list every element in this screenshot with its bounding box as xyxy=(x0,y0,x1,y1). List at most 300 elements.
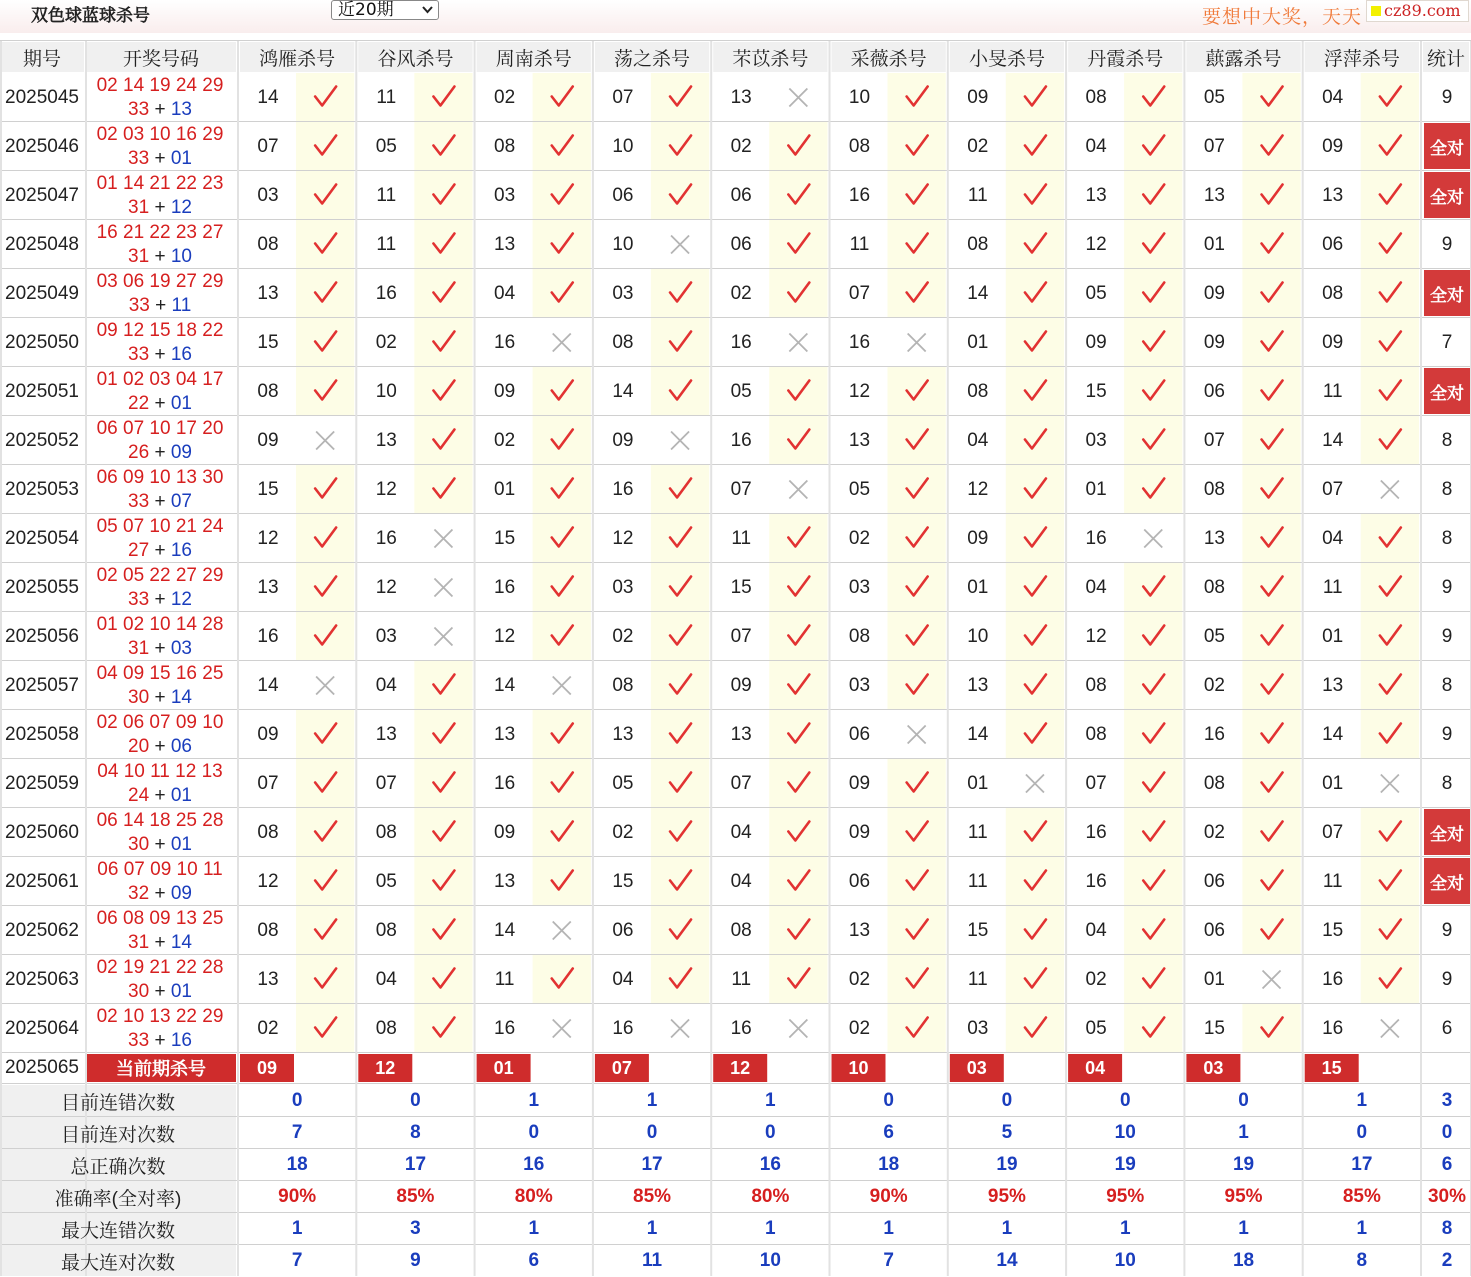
stat-value: 1 xyxy=(528,1090,540,1111)
red-ball: 04 xyxy=(175,369,197,390)
hit-cell-bg xyxy=(1361,906,1419,954)
plus-sign: + xyxy=(149,148,171,169)
kill-number: 07 xyxy=(730,625,752,647)
draw-line-1 xyxy=(85,1005,235,1029)
red-ball: 23 xyxy=(175,222,197,243)
hit-cell-bg xyxy=(651,563,709,611)
period-cell: 2025046 xyxy=(5,135,79,157)
kill-number: 02 xyxy=(1085,968,1107,990)
kill-number: 11 xyxy=(1322,576,1343,598)
red-ball: 10 xyxy=(149,516,171,537)
cross-icon xyxy=(789,89,807,107)
hit-cell-bg xyxy=(1124,220,1182,268)
hit-cell-bg xyxy=(414,710,472,758)
stat-value: 85% xyxy=(396,1186,435,1207)
plus-sign: + xyxy=(149,736,171,757)
red-ball: 22 xyxy=(128,393,150,414)
red-ball: 27 xyxy=(175,271,197,292)
plus-sign: + xyxy=(149,834,171,855)
column-line xyxy=(1183,40,1185,1276)
hit-count: 9 xyxy=(1441,233,1453,255)
kill-number: 13 xyxy=(1322,674,1344,696)
hit-cell-bg xyxy=(1006,955,1064,1003)
red-ball: 15 xyxy=(149,320,171,341)
red-ball: 06 xyxy=(96,418,118,439)
red-ball: 33 xyxy=(128,344,150,365)
stat-value: 0 xyxy=(765,1122,776,1143)
kill-number: 04 xyxy=(967,429,989,451)
stat-value: 0 xyxy=(883,1090,894,1111)
hit-cell-bg xyxy=(1361,269,1419,317)
plus-sign: + xyxy=(149,981,171,1002)
kill-number: 02 xyxy=(848,1017,871,1039)
header-method: 芣苡杀号 xyxy=(732,48,809,70)
blue-ball: 14 xyxy=(170,687,192,708)
kill-number: 04 xyxy=(1085,919,1107,941)
red-ball: 28 xyxy=(202,614,224,635)
red-ball: 05 xyxy=(96,516,118,537)
kill-number: 11 xyxy=(731,527,752,549)
kill-number: 10 xyxy=(967,625,989,647)
cross-icon xyxy=(789,334,807,352)
red-ball: 13 xyxy=(175,467,197,488)
plus-sign: + xyxy=(149,687,171,708)
kill-number: 11 xyxy=(376,184,397,206)
hit-cell-bg xyxy=(533,710,591,758)
stat-total: 30% xyxy=(1427,1186,1467,1207)
hit-cell-bg xyxy=(533,808,591,856)
hit-count: 9 xyxy=(1441,968,1453,990)
blue-ball: 01 xyxy=(170,148,192,169)
draw-line-2 xyxy=(85,637,235,661)
kill-number: 16 xyxy=(1322,1017,1344,1039)
kill-number: 16 xyxy=(375,282,397,304)
draw-line-2 xyxy=(85,1029,235,1053)
header-method: 采薇杀号 xyxy=(850,48,927,70)
hit-cell-bg xyxy=(1242,318,1300,366)
draw-line-1 xyxy=(85,466,235,490)
red-ball: 25 xyxy=(202,908,224,929)
hit-cell-bg xyxy=(651,955,709,1003)
plus-sign: + xyxy=(149,99,171,120)
plus-sign: + xyxy=(149,785,171,806)
kill-number: 13 xyxy=(257,576,279,598)
kill-number: 12 xyxy=(257,527,279,549)
red-ball: 28 xyxy=(202,810,224,831)
kill-number: 09 xyxy=(1322,331,1344,353)
stat-value: 18 xyxy=(878,1154,900,1175)
hit-cell-bg xyxy=(1006,416,1064,464)
stat-value: 11 xyxy=(641,1250,663,1271)
hit-cell-bg xyxy=(769,416,827,464)
stat-value: 18 xyxy=(1232,1250,1255,1271)
header-count: 统计 xyxy=(1426,48,1465,70)
blue-ball: 06 xyxy=(170,736,192,757)
kill-number: 05 xyxy=(1203,625,1225,647)
red-ball: 33 xyxy=(128,99,150,120)
hit-cell-bg xyxy=(1242,171,1300,219)
period-select[interactable] xyxy=(331,0,439,20)
kill-number: 09 xyxy=(967,86,989,108)
stat-value: 19 xyxy=(1114,1154,1136,1175)
hit-cell-bg xyxy=(296,171,354,219)
stat-value: 10 xyxy=(1114,1250,1136,1271)
kill-number: 02 xyxy=(612,625,634,647)
kill-number: 12 xyxy=(848,380,871,402)
plus-sign: + xyxy=(149,393,171,414)
red-ball: 33 xyxy=(128,1030,150,1051)
hit-cell-bg xyxy=(769,759,827,807)
stat-value: 17 xyxy=(1351,1154,1373,1175)
kill-number: 09 xyxy=(1085,331,1107,353)
current-kill-number: 01 xyxy=(493,1057,514,1078)
red-ball: 15 xyxy=(149,663,171,684)
hit-cell-bg xyxy=(1124,122,1182,170)
kill-number: 16 xyxy=(375,527,397,549)
kill-number: 07 xyxy=(1322,478,1344,500)
period-cell: 2025059 xyxy=(5,772,79,794)
hit-cell-bg xyxy=(1006,906,1064,954)
hit-cell-bg xyxy=(296,955,354,1003)
red-ball: 14 xyxy=(123,173,145,194)
kill-number: 08 xyxy=(494,135,516,157)
stat-value: 5 xyxy=(1001,1122,1013,1143)
hit-cell-bg xyxy=(651,906,709,954)
hit-cell-bg xyxy=(1124,416,1182,464)
red-ball: 33 xyxy=(128,148,150,169)
kill-number: 13 xyxy=(494,870,516,892)
stat-value: 17 xyxy=(404,1154,427,1175)
draw-line-1 xyxy=(85,809,235,833)
red-ball: 10 xyxy=(176,859,198,880)
stat-label: 目前连错次数 xyxy=(60,1092,175,1114)
red-ball: 03 xyxy=(96,271,118,292)
hit-cell-bg xyxy=(296,906,354,954)
promo-text[interactable]: 要想中大奖，天天 xyxy=(1202,6,1363,28)
stat-value: 17 xyxy=(641,1154,663,1175)
kill-number: 11 xyxy=(731,968,752,990)
kill-number: 15 xyxy=(612,870,634,892)
hit-cell-bg xyxy=(1124,171,1182,219)
hit-cell-bg xyxy=(1242,857,1300,905)
kill-number: 09 xyxy=(612,429,634,451)
red-ball: 07 xyxy=(123,516,145,537)
red-ball: 25 xyxy=(202,663,224,684)
hit-cell-bg xyxy=(651,759,709,807)
period-cell: 2025064 xyxy=(5,1017,79,1039)
cross-icon xyxy=(908,726,926,744)
red-ball: 02 xyxy=(96,565,118,586)
stat-value: 0 xyxy=(1119,1090,1131,1111)
draw-numbers xyxy=(85,515,235,563)
hit-cell-bg xyxy=(888,220,946,268)
red-ball: 24 xyxy=(175,75,197,96)
stat-value: 1 xyxy=(1238,1122,1249,1143)
blue-ball: 07 xyxy=(170,491,192,512)
red-ball: 13 xyxy=(175,908,197,929)
red-ball: 33 xyxy=(128,295,150,316)
current-kill-number: 15 xyxy=(1321,1057,1342,1078)
draw-numbers xyxy=(85,662,235,710)
plus-sign: + xyxy=(149,442,171,463)
kill-number: 07 xyxy=(1203,135,1225,157)
draw-numbers xyxy=(85,564,235,612)
hit-cell-bg xyxy=(1124,563,1182,611)
draw-line-2 xyxy=(85,686,235,710)
kill-number: 16 xyxy=(848,184,871,206)
site-logo[interactable] xyxy=(1366,0,1469,22)
hit-cell-bg xyxy=(414,1004,472,1052)
hit-cell-bg xyxy=(1124,857,1182,905)
kill-number: 08 xyxy=(1085,723,1107,745)
plus-sign: + xyxy=(149,932,171,953)
red-ball: 06 xyxy=(123,712,145,733)
period-cell: 2025060 xyxy=(5,821,79,843)
kill-number: 04 xyxy=(730,821,752,843)
red-ball: 06 xyxy=(123,271,145,292)
hit-cell-bg xyxy=(1242,710,1300,758)
stat-value: 90% xyxy=(278,1186,317,1207)
red-ball: 02 xyxy=(123,369,145,390)
kill-number: 13 xyxy=(1322,184,1344,206)
period-cell: 2025050 xyxy=(5,331,79,353)
hit-cell-bg xyxy=(651,269,709,317)
kill-number: 07 xyxy=(1203,429,1225,451)
hit-cell-bg xyxy=(888,367,946,415)
current-kill-number: 04 xyxy=(1085,1057,1106,1078)
draw-line-2 xyxy=(85,539,235,563)
stat-value: 9 xyxy=(410,1250,421,1271)
hit-count: 8 xyxy=(1441,527,1453,549)
kill-number: 08 xyxy=(375,821,397,843)
hit-cell-bg xyxy=(1361,122,1419,170)
red-ball: 32 xyxy=(128,883,150,904)
draw-line-1 xyxy=(85,221,235,245)
cross-icon xyxy=(671,432,689,450)
draw-numbers xyxy=(85,760,235,808)
kill-number: 16 xyxy=(1322,968,1344,990)
kill-number: 14 xyxy=(494,919,516,941)
kill-number: 02 xyxy=(494,429,516,451)
stat-value: 0 xyxy=(1001,1090,1013,1111)
hit-cell-bg xyxy=(888,73,946,121)
all-correct-badge: 全对 xyxy=(1430,874,1464,893)
draw-line-2 xyxy=(85,882,235,906)
red-ball: 29 xyxy=(202,1006,224,1027)
red-ball: 30 xyxy=(128,687,150,708)
kill-number: 08 xyxy=(375,919,397,941)
draw-line-2 xyxy=(85,490,235,514)
header-method: 鸿雁杀号 xyxy=(259,48,336,70)
draw-line-2 xyxy=(85,980,235,1004)
kill-number: 01 xyxy=(1085,478,1107,500)
hit-cell-bg xyxy=(414,171,472,219)
draw-line-2 xyxy=(85,196,235,220)
red-ball: 09 xyxy=(123,467,145,488)
hit-cell-bg xyxy=(651,367,709,415)
hit-cell-bg xyxy=(1361,220,1419,268)
cross-icon xyxy=(1381,481,1399,499)
stat-value: 10 xyxy=(759,1250,781,1271)
draw-line-1 xyxy=(85,368,235,392)
draw-numbers xyxy=(85,858,235,906)
draw-line-1 xyxy=(85,172,235,196)
red-ball: 22 xyxy=(175,1006,197,1027)
kill-number: 08 xyxy=(1203,576,1225,598)
kill-number-table xyxy=(0,40,1471,1276)
red-ball: 13 xyxy=(201,761,223,782)
stat-label: 准确率(全对率) xyxy=(54,1188,182,1210)
blue-ball: 01 xyxy=(170,785,192,806)
red-ball: 21 xyxy=(123,222,145,243)
kill-number: 16 xyxy=(612,1017,634,1039)
hit-cell-bg xyxy=(1124,759,1182,807)
red-ball: 10 xyxy=(149,418,171,439)
hit-cell-bg xyxy=(651,465,709,513)
kill-number: 15 xyxy=(967,919,989,941)
kill-number: 06 xyxy=(1322,233,1344,255)
draw-line-1 xyxy=(85,858,235,882)
red-ball: 31 xyxy=(128,638,150,659)
hit-count: 9 xyxy=(1441,576,1453,598)
hit-cell-bg xyxy=(296,514,354,562)
hit-cell-bg xyxy=(1242,808,1300,856)
draw-line-1 xyxy=(85,515,235,539)
stat-value: 16 xyxy=(759,1154,781,1175)
draw-numbers xyxy=(85,907,235,955)
stat-value: 0 xyxy=(410,1090,421,1111)
hit-cell-bg xyxy=(1124,710,1182,758)
cross-icon xyxy=(434,628,452,646)
red-ball: 27 xyxy=(128,540,150,561)
blue-ball: 16 xyxy=(170,1030,192,1051)
hit-cell-bg xyxy=(1361,563,1419,611)
cross-icon xyxy=(553,922,571,940)
hit-count: 9 xyxy=(1441,625,1453,647)
kill-number: 07 xyxy=(375,772,397,794)
hit-cell-bg xyxy=(296,73,354,121)
stat-total: 8 xyxy=(1441,1218,1453,1239)
red-ball: 02 xyxy=(123,614,145,635)
cross-icon xyxy=(1263,971,1281,989)
kill-number: 14 xyxy=(612,380,634,402)
cross-icon xyxy=(553,1020,571,1038)
hit-cell-bg xyxy=(651,857,709,905)
hit-cell-bg xyxy=(296,122,354,170)
stat-value: 1 xyxy=(883,1218,894,1239)
hit-cell-bg xyxy=(1242,1004,1300,1052)
kill-number: 04 xyxy=(494,282,516,304)
kill-number: 02 xyxy=(257,1017,279,1039)
red-ball: 09 xyxy=(175,712,197,733)
hit-cell-bg xyxy=(414,906,472,954)
draw-line-2 xyxy=(85,784,235,808)
red-ball: 29 xyxy=(202,271,224,292)
red-ball: 05 xyxy=(123,565,145,586)
period-cell: 2025053 xyxy=(5,478,79,500)
kill-number: 10 xyxy=(848,86,871,108)
logo-mark-icon xyxy=(1371,6,1381,16)
plus-sign: + xyxy=(149,295,172,316)
kill-number: 13 xyxy=(612,723,634,745)
cross-icon xyxy=(1381,775,1399,793)
all-correct-badge: 全对 xyxy=(1430,825,1464,844)
kill-number: 07 xyxy=(730,772,752,794)
kill-number: 13 xyxy=(848,429,871,451)
kill-number: 08 xyxy=(257,233,279,255)
period-cell: 2025048 xyxy=(5,233,79,255)
stat-value: 85% xyxy=(1342,1186,1381,1207)
plus-sign: + xyxy=(149,540,171,561)
hit-cell-bg xyxy=(296,710,354,758)
plus-sign: + xyxy=(149,883,171,904)
hit-cell-bg xyxy=(888,416,946,464)
stat-value: 1 xyxy=(1119,1218,1131,1239)
header-method: 蕻露杀号 xyxy=(1205,48,1282,70)
kill-number: 12 xyxy=(375,478,397,500)
kill-number: 14 xyxy=(1322,429,1344,451)
kill-number: 12 xyxy=(1085,233,1107,255)
hit-cell-bg xyxy=(533,220,591,268)
stat-value: 16 xyxy=(523,1154,545,1175)
red-ball: 13 xyxy=(149,1006,171,1027)
kill-number: 01 xyxy=(967,576,989,598)
period-cell: 2025051 xyxy=(5,380,79,402)
hit-cell-bg xyxy=(414,220,472,268)
stat-value: 95% xyxy=(987,1186,1026,1207)
kill-number: 13 xyxy=(375,723,397,745)
hit-cell-bg xyxy=(1361,73,1419,121)
hit-cell-bg xyxy=(1124,808,1182,856)
blue-ball: 09 xyxy=(170,442,192,463)
kill-number: 02 xyxy=(375,331,397,353)
draw-line-1 xyxy=(85,417,235,441)
hit-cell-bg xyxy=(888,465,946,513)
kill-number: 08 xyxy=(612,331,634,353)
cross-icon xyxy=(1144,530,1162,548)
period-cell: 2025058 xyxy=(5,723,79,745)
red-ball: 06 xyxy=(96,467,118,488)
header-method: 丹霞杀号 xyxy=(1087,48,1164,70)
red-ball: 02 xyxy=(96,712,118,733)
kill-number: 15 xyxy=(1322,919,1344,941)
stat-value: 1 xyxy=(1356,1090,1368,1111)
kill-number: 07 xyxy=(257,772,279,794)
blue-ball: 01 xyxy=(170,981,192,1002)
kill-number: 05 xyxy=(1085,1017,1107,1039)
period-cell: 2025049 xyxy=(5,282,79,304)
kill-number: 09 xyxy=(1203,282,1225,304)
stat-value: 80% xyxy=(514,1186,553,1207)
red-ball: 09 xyxy=(96,320,118,341)
hit-cell-bg xyxy=(769,220,827,268)
kill-number: 11 xyxy=(967,184,988,206)
kill-number: 10 xyxy=(375,380,397,402)
cross-icon xyxy=(1381,1020,1399,1038)
plus-sign: + xyxy=(149,246,171,267)
stat-value: 14 xyxy=(996,1250,1018,1271)
kill-number: 01 xyxy=(1322,625,1344,647)
draw-numbers xyxy=(85,466,235,514)
cross-icon xyxy=(434,579,452,597)
draw-line-1 xyxy=(85,270,235,294)
current-period: 2025065 xyxy=(5,1057,79,1078)
red-ball: 21 xyxy=(149,957,171,978)
kill-number: 01 xyxy=(1203,233,1225,255)
period-cell: 2025062 xyxy=(5,919,79,941)
hit-cell-bg xyxy=(1006,367,1064,415)
period-cell: 2025047 xyxy=(5,184,79,206)
